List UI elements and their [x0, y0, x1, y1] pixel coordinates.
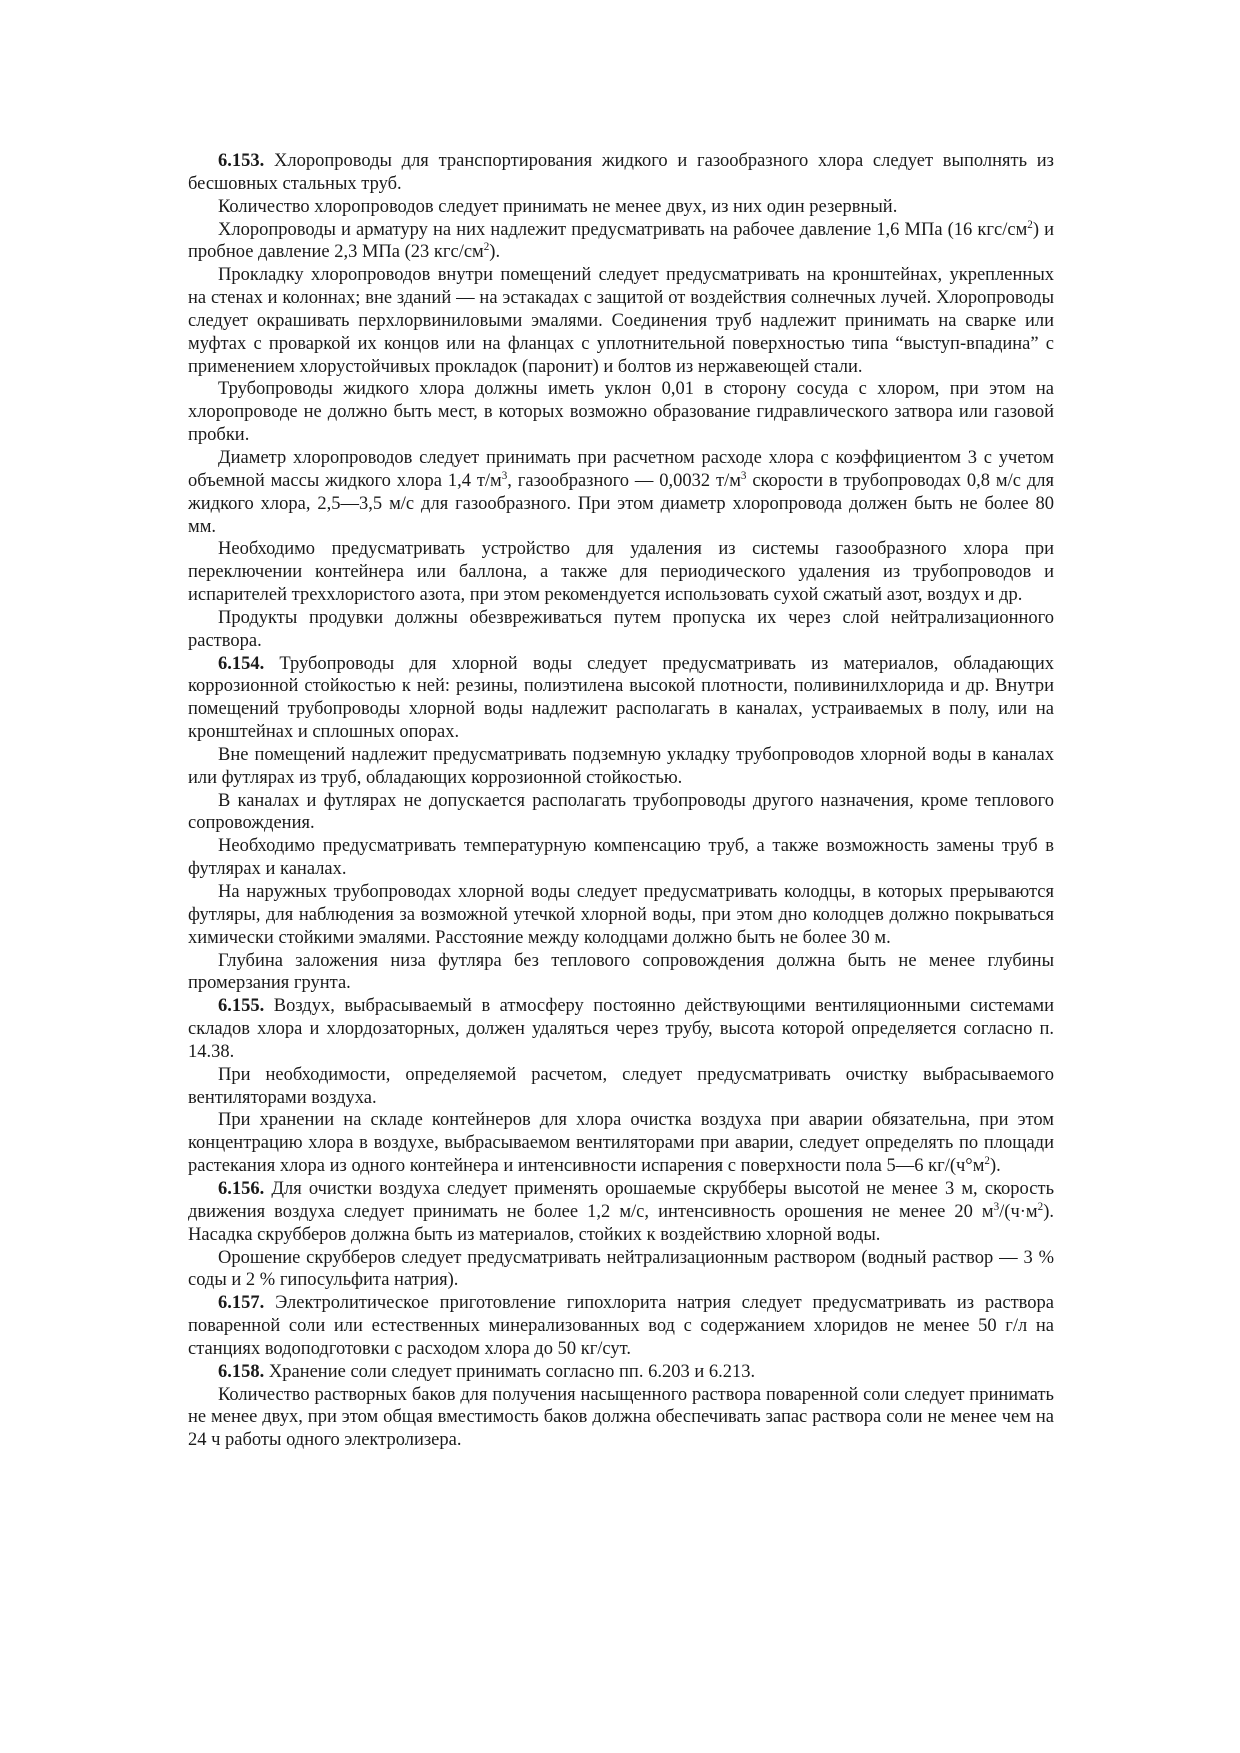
- section-number: 6.154.: [218, 653, 265, 674]
- superscript: 3: [993, 1200, 1000, 1213]
- section-paragraph: [188, 1292, 1054, 1361]
- section-paragraph: [188, 653, 1054, 744]
- paragraph: [188, 1247, 1054, 1293]
- section-paragraph: [188, 150, 1054, 196]
- paragraph: [188, 1384, 1054, 1453]
- paragraph: [188, 1064, 1054, 1110]
- section-paragraph: [188, 1178, 1054, 1247]
- paragraph-text: Прокладку хлоропроводов внутри помещений следует предусматривать на кронштейнах, укрепленных на стенах и колоннах; вне зданий — на эстакадах с защитой от воздействия солнечных лучей. Хлоропроводы следует окрашивать перхлорвиниловыми эмалями. Соединения труб надлежит принимать на сварке или муфтах с проваркой их концов или на фланцах с уплотнительной поверхностью типа “выступ-впадина” с применением хлорустойчивых прокладок (паронит) и болтов из нержавеющей стали.: [188, 265, 1054, 377]
- superscript: 2: [1037, 1200, 1044, 1213]
- paragraph-text: Орошение скрубберов следует предусматривать нейтрализационным раствором (водный раствор — 3 % соды и 2 % гипосульфита натрия).: [188, 1247, 1054, 1291]
- paragraph-text: /(ч·м: [999, 1201, 1038, 1222]
- paragraph: [188, 219, 1054, 265]
- section-paragraph: [188, 1361, 1054, 1384]
- paragraph-text: Воздух, выбрасываемый в атмосферу постоянно действующими вентиляционными системами складов хлора и хлордозаторных, должен удаляться через трубу, высота которой определяется согласно п. 14.38.: [188, 996, 1054, 1062]
- paragraph-text: Электролитическое приготовление гипохлорита натрия следует предусматривать из раствора поваренной соли или естественных минерализованных вод с содержанием хлоридов не менее 50 г/л на станциях водоподготовки с расходом хлора до 50 кг/сут.: [188, 1293, 1054, 1359]
- paragraph: [188, 881, 1054, 950]
- paragraph-text: ).: [989, 1156, 1001, 1177]
- paragraph-text: скорости в трубопроводах 0,8 м/с для жидкого хлора, 2,5—3,5 м/с для газообразного. При этом диаметр хлоропровода должен быть не более 80 мм.: [188, 470, 1055, 537]
- paragraph: [188, 950, 1054, 996]
- paragraph-text: Глубина заложения низа футляра без теплового сопровождения должна быть не менее глубины промерзания грунта.: [188, 950, 1054, 994]
- paragraph-text: ). Насадка скрубберов должна быть из материалов, стойких к воздействию хлорной воды.: [188, 1201, 1054, 1245]
- superscript: 3: [740, 469, 747, 482]
- section-number: 6.158.: [218, 1361, 265, 1382]
- paragraph-text: Хранение соли следует принимать согласно пп. 6.203 и 6.213.: [264, 1361, 756, 1382]
- paragraph-text: Трубопроводы для хлорной воды следует предусматривать из материалов, обладающих коррозионной стойкостью к ней: резины, полиэтилена высокой плотности, поливинилхлорида и др. Внутри помещений трубопроводы хлорной воды надлежит располагать в каналах, устраиваемых в полу, или на кронштейнах и сплошных опорах.: [188, 653, 1054, 743]
- paragraph: [188, 196, 1054, 219]
- paragraph-text: Количество растворных баков для получения насыщенного раствора поваренной соли следует принимать не менее двух, при этом общая вместимость баков должна обеспечивать запас раствора соли не менее чем на 24 ч работы одного электролизера.: [188, 1384, 1054, 1451]
- paragraph: [188, 790, 1054, 836]
- section-number: 6.153.: [218, 151, 265, 171]
- paragraph: [188, 378, 1054, 447]
- superscript: 2: [984, 1154, 990, 1167]
- section-number: 6.156.: [218, 1178, 265, 1199]
- paragraph-text: На наружных трубопроводах хлорной воды следует предусматривать колодцы, в которых прерываются футляры, для наблюдения за возможной утечкой хлорной воды, при этом дно колодцев должно покрываться химически стойкими эмалями. Расстояние между колодцами должно быть не более 30 м.: [188, 882, 1054, 948]
- paragraph: [188, 447, 1054, 538]
- paragraph-text: Для очистки воздуха следует применять орошаемые скрубберы высотой не менее 3 м, скорость движения воздуха следует принимать не более 1,2 м/с, интенсивность орошения не менее 20 м: [188, 1178, 1054, 1222]
- paragraph-text: При хранении на складе контейнеров для хлора очистка воздуха при аварии обязательна, при этом концентрацию хлора в воздухе, выбрасываемом вентиляторами при аварии, следует определять по площади растекания хлора из одного контейнера и интенсивности испарения с поверхности пола 5—6 кг/(ч°м: [188, 1110, 1054, 1177]
- paragraph-text: Хлоропроводы и арматуру на них надлежит предусматривать на рабочее давление 1,6 МПа (16 кгс/см: [218, 219, 1028, 240]
- paragraph: [188, 264, 1054, 378]
- paragraph-text: , газообразного — 0,0032 т/м: [507, 470, 741, 491]
- section-number: 6.157.: [218, 1293, 265, 1314]
- paragraph: [188, 538, 1054, 607]
- document-page: [188, 150, 1054, 1452]
- section-number: 6.155.: [218, 996, 265, 1017]
- paragraph-text: Необходимо предусматривать температурную компенсацию труб, а также возможность замены труб в футлярах и каналах.: [188, 836, 1054, 880]
- paragraph-text: Количество хлоропроводов следует принимать не менее двух, из них один резервный.: [218, 196, 898, 217]
- paragraph: [188, 835, 1054, 881]
- paragraph-text: Трубопроводы жидкого хлора должны иметь уклон 0,01 в сторону сосуда с хлором, при этом на хлоропроводе не должно быть мест, в которых возможно образование гидравлического затвора или газовой пробки.: [188, 379, 1054, 446]
- paragraph-text: При необходимости, определяемой расчетом, следует предусматривать очистку выбрасываемого вентиляторами воздуха.: [188, 1064, 1054, 1108]
- paragraph-text: Необходимо предусматривать устройство для удаления из системы газообразного хлора при переключении контейнера или баллона, а также для периодического удаления из трубопроводов и испарителей треххлористого азота, при этом рекомендуется использовать сухой сжатый азот, воздух и др.: [188, 539, 1054, 606]
- section-paragraph: [188, 995, 1054, 1064]
- superscript: 2: [1027, 218, 1033, 231]
- paragraph-text: Диаметр хлоропроводов следует принимать при расчетном расходе хлора с коэффициентом 3 с учетом объемной массы жидкого хлора 1,4 т/м: [188, 447, 1054, 491]
- paragraph: [188, 744, 1054, 790]
- paragraph: [188, 607, 1054, 653]
- paragraph-text: ) и пробное давление 2,3 МПа (23 кгс/см: [188, 219, 1055, 263]
- superscript: 3: [501, 469, 508, 482]
- paragraph-text: В каналах и футлярах не допускается располагать трубопроводы другого назначения, кроме теплового сопровождения.: [188, 790, 1054, 834]
- paragraph-text: Вне помещений надлежит предусматривать подземную укладку трубопроводов хлорной воды в каналах или футлярах из труб, обладающих коррозионной стойкостью.: [188, 744, 1054, 788]
- paragraph-text: ).: [489, 242, 501, 263]
- paragraph-text: Хлоропроводы для транспортирования жидкого и газообразного хлора следует выполнять из бесшовных стальных труб.: [188, 151, 1054, 194]
- paragraph-text: Продукты продувки должны обезвреживаться путем пропуска их через слой нейтрализационного раствора.: [188, 607, 1054, 651]
- superscript: 2: [483, 241, 490, 254]
- paragraph: [188, 1109, 1054, 1178]
